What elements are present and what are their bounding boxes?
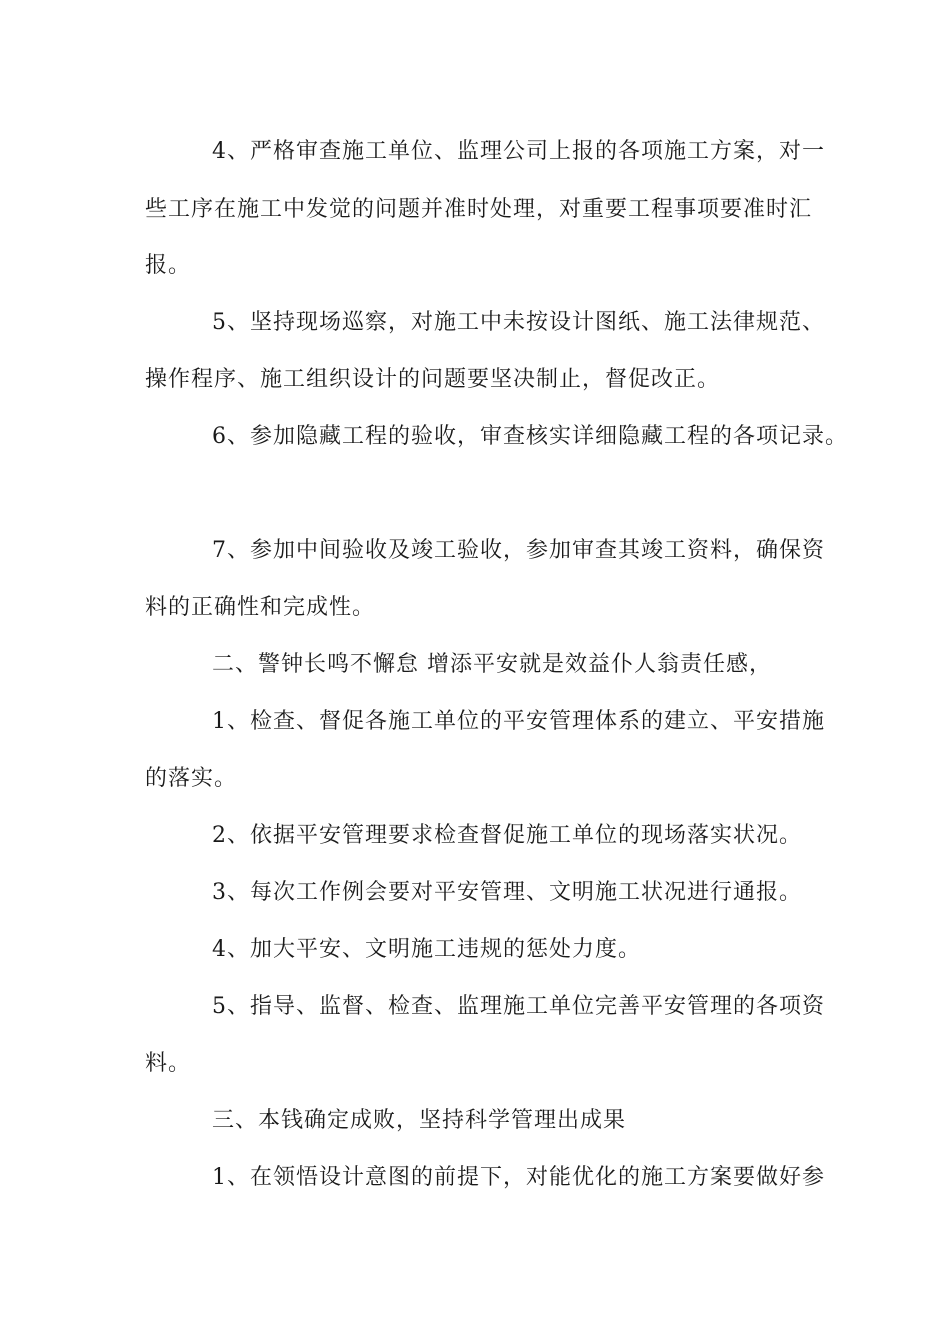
text-line-item-4-cont: 些工序在施工中发觉的问题并准时处理，对重要工程事项要准时汇 — [145, 197, 813, 222]
text-line-s2-item-5-end: 料。 — [145, 1051, 192, 1076]
text-line-item-7-start: 7、参加中间验收及竣工验收，参加审查其竣工资料，确保资 — [212, 538, 825, 563]
text-line-item-7-end: 料的正确性和完成性。 — [145, 595, 376, 620]
section-heading-two: 二、警钟长鸣不懈怠 增添平安就是效益仆人翁责任感， — [212, 652, 772, 677]
text-line-item-5-end: 操作程序、施工组织设计的问题要坚决制止，督促改正。 — [145, 367, 721, 392]
text-line-s2-item-5-start: 5、指导、监督、检查、监理施工单位完善平安管理的各项资 — [212, 994, 825, 1019]
text-line-item-6: 6、参加隐藏工程的验收，审查核实详细隐藏工程的各项记录。 — [212, 424, 848, 449]
text-line-s3-item-1-start: 1、在领悟设计意图的前提下，对能优化的施工方案要做好参 — [212, 1165, 825, 1190]
text-line-item-4-start: 4、严格审查施工单位、监理公司上报的各项施工方案，对一 — [212, 139, 825, 164]
section-heading-three: 三、本钱确定成败，坚持科学管理出成果 — [212, 1108, 627, 1133]
text-line-s2-item-2: 2、依据平安管理要求检查督促施工单位的现场落实状况。 — [212, 823, 802, 848]
text-line-item-5-start: 5、坚持现场巡察，对施工中未按设计图纸、施工法律规范、 — [212, 310, 825, 335]
text-line-s2-item-1-end: 的落实。 — [145, 766, 238, 791]
text-line-s2-item-1-start: 1、检查、督促各施工单位的平安管理体系的建立、平安措施 — [212, 709, 825, 734]
text-line-s2-item-4: 4、加大平安、文明施工违规的惩处力度。 — [212, 937, 641, 962]
text-line-item-4-end: 报。 — [145, 253, 192, 278]
text-line-s2-item-3: 3、每次工作例会要对平安管理、文明施工状况进行通报。 — [212, 880, 802, 905]
